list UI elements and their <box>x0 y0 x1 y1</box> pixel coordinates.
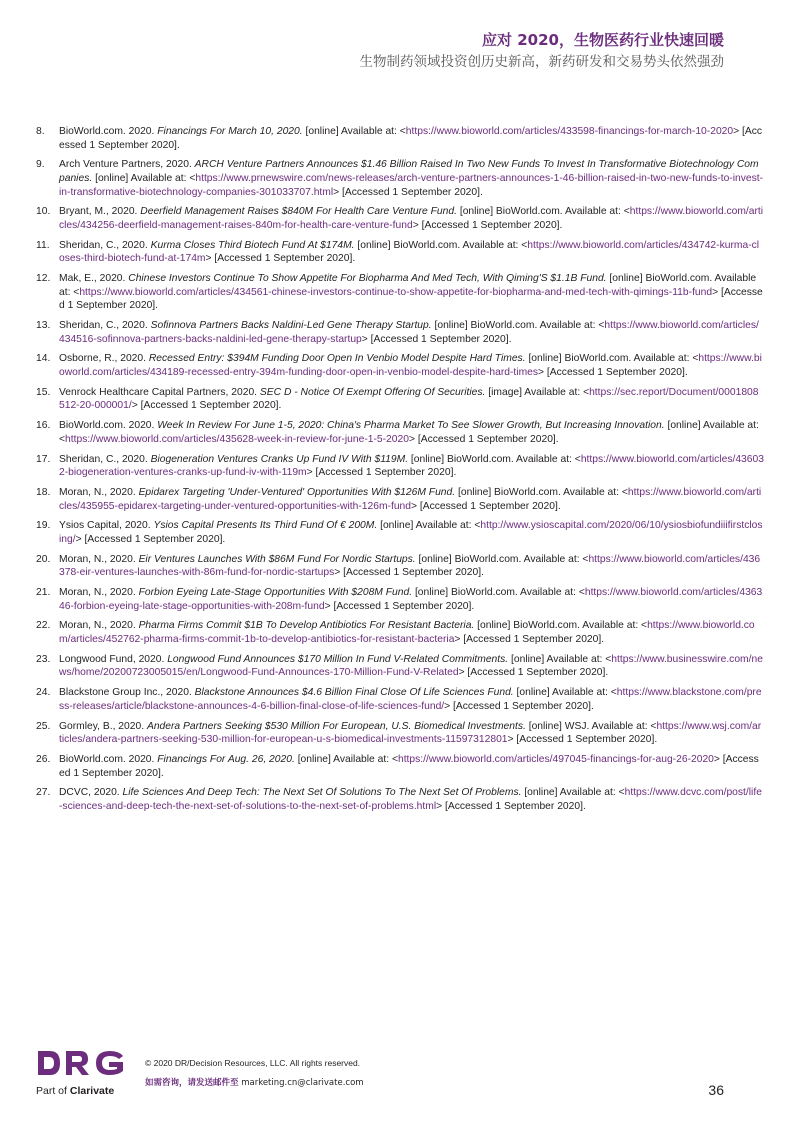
reference-item <box>36 586 764 613</box>
reference-link[interactable]: https://www.businesswire.com/news/home/20200723005015/en/Longwood-Fund-Announces-170-Million-Fund-V-Related <box>59 653 763 679</box>
reference-source: [online] Available at: < <box>377 520 481 532</box>
reference-author: Blackstone Group Inc., 2020. <box>59 687 195 699</box>
reference-number: 18. <box>36 486 51 498</box>
reference-number: 12. <box>36 273 51 285</box>
drg-logo <box>36 1048 126 1097</box>
reference-source: [online] BioWorld.com. Available at: < <box>455 486 628 498</box>
reference-author: Moran, N., 2020. <box>59 486 139 498</box>
reference-item <box>36 619 764 646</box>
reference-accessed: > [Accessed 1 September 2020]. <box>59 286 763 312</box>
reference-accessed: > [Accessed 1 September 2020]. <box>334 567 484 579</box>
reference-accessed: > [Accessed 1 September 2020]. <box>538 367 688 379</box>
reference-item <box>36 386 764 413</box>
reference-source: [online] Available at: < <box>59 420 759 445</box>
reference-link[interactable]: https://sec.report/Document/0001808512-20-000001/ <box>59 386 759 412</box>
reference-link[interactable]: https://www.bioworld.com/articles/434742-kurma-closes-third-biotech-fund-at-174m <box>59 239 760 265</box>
reference-text <box>59 158 764 199</box>
reference-item <box>36 553 764 580</box>
reference-text <box>59 553 764 580</box>
reference-number: 24. <box>36 687 51 699</box>
reference-accessed: > [Accessed 1 September 2020]. <box>436 800 586 812</box>
reference-item <box>36 519 764 546</box>
reference-source: [online] BioWorld.com. Available at: < <box>412 587 585 599</box>
reference-number: 15. <box>36 386 51 398</box>
drg-logo-icon <box>36 1048 126 1078</box>
reference-author: BioWorld.com. 2020. <box>59 126 158 137</box>
reference-link[interactable]: https://www.dcvc.com/post/life-sciences-and-deep-tech-the-next-set-of-solutions-to-the-next-set-of-problems.html <box>59 787 762 812</box>
reference-source: [online] Available at: < <box>302 126 406 137</box>
reference-number: 26. <box>36 753 51 765</box>
reference-item <box>36 125 764 152</box>
reference-author: Ysios Capital, 2020. <box>59 520 154 532</box>
reference-accessed: > [Accessed 1 September 2020]. <box>59 753 759 779</box>
logo-subtitle-prefix: Part of <box>36 1085 70 1097</box>
reference-source: [online] Available at: < <box>508 653 612 665</box>
reference-number: 9. <box>36 159 45 171</box>
reference-text <box>59 653 764 680</box>
reference-accessed: > [Accessed 1 September 2020]. <box>59 126 763 151</box>
reference-text <box>59 386 764 413</box>
reference-link[interactable]: https://www.bioworld.com/articles/435628-week-in-review-for-june-1-5-2020 <box>65 433 409 445</box>
reference-accessed: > [Accessed 1 September 2020]. <box>361 333 512 345</box>
reference-item <box>36 653 764 680</box>
reference-number: 13. <box>36 320 51 332</box>
reference-text <box>59 239 764 266</box>
reference-source: [online] BioWorld.com. Available at: < <box>431 320 605 332</box>
reference-text <box>59 519 764 546</box>
reference-link[interactable]: https://www.bioworld.com/articles/433598-financings-for-march-10-2020 <box>405 126 734 137</box>
reference-title: Financings For March 10, 2020. <box>157 126 303 137</box>
reference-link[interactable]: https://www.wsj.com/articles/andera-partners-seeking-530-million-for-european-u-s-biomedical-investments-11597312801 <box>59 720 762 746</box>
reference-accessed: > [Accessed 1 September 2020]. <box>444 700 594 712</box>
reference-author: Gormley, B., 2020. <box>59 720 147 732</box>
reference-title: Ysios Capital Presents Its Third Fund Of € 200M. <box>153 520 378 532</box>
reference-number: 19. <box>36 520 51 532</box>
reference-author: Moran, N., 2020. <box>59 553 139 565</box>
reference-author: BioWorld.com. 2020. <box>59 753 158 765</box>
reference-item <box>36 453 764 480</box>
reference-item <box>36 352 764 379</box>
reference-link[interactable]: https://www.bioworld.com/articles/436346-forbion-eyeing-late-stage-opportunities-with-208m-fund <box>59 587 763 612</box>
reference-number: 10. <box>36 206 51 218</box>
reference-item <box>36 486 764 513</box>
reference-link[interactable]: https://www.bioworld.com/articles/434561-chinese-investors-continue-to-show-appetite-for-biopharma-and-med-tech-with-qimings-11b-fund <box>79 286 713 298</box>
reference-source: [image] Available at: < <box>485 386 590 398</box>
reference-accessed: > [Accessed 1 September 2020]. <box>458 667 609 679</box>
reference-item <box>36 720 764 747</box>
reference-title: Biogeneration Ventures Cranks Up Fund IV With $119M. <box>150 453 409 465</box>
reference-link[interactable]: https://www.prnewswire.com/news-releases/arch-venture-partners-announces-1-46-billion-raised-in-two-new-funds-to-invest-in-transformative-biotechnology-companies-301033707.html <box>59 172 764 198</box>
reference-source: [online] BioWorld.com. Available at: < <box>456 206 630 218</box>
reference-source: [online] Available at: < <box>294 753 398 765</box>
contact-email[interactable]: marketing.cn@clarivate.com <box>238 1078 364 1088</box>
reference-link[interactable]: https://www.bioworld.com/articles/435955-epidarex-targeting-under-ventured-opportunities-with-126m-fund <box>59 486 762 512</box>
reference-number: 22. <box>36 620 51 632</box>
reference-item <box>36 319 764 346</box>
reference-number: 11. <box>36 239 50 251</box>
reference-accessed: > [Accessed 1 September 2020]. <box>306 467 457 479</box>
header-title: 应对 2020，生物医药行业快速回暖 <box>482 31 724 49</box>
reference-author: Osborne, R., 2020. <box>59 353 149 365</box>
logo-subtitle <box>36 1085 126 1097</box>
reference-item <box>36 239 764 266</box>
reference-accessed: > [Accessed 1 September 2020]. <box>131 400 282 412</box>
page-number: 36 <box>708 1082 724 1098</box>
reference-title: Kurma Closes Third Biotech Fund At $174M. <box>150 239 355 251</box>
reference-title: Longwood Fund Announces $170 Million In Fund V-Related Commitments. <box>167 653 509 665</box>
reference-list <box>36 125 764 820</box>
reference-title: Week In Review For June 1-5, 2020: China's Pharma Market To See Slower Growth, But Increasing Innovation. <box>157 420 665 432</box>
reference-source: [online] BioWorld.com. Available at: < <box>525 353 699 365</box>
reference-accessed: > [Accessed 1 September 2020]. <box>324 600 475 612</box>
reference-source: [online] BioWorld.com. Available at: < <box>474 620 648 632</box>
reference-source: [online] BioWorld.com. Available at: < <box>354 239 528 251</box>
reference-number: 16. <box>36 420 51 432</box>
reference-title: Andera Partners Seeking $530 Million For European, U.S. Biomedical Investments. <box>146 720 526 732</box>
reference-accessed: > [Accessed 1 September 2020]. <box>75 533 226 545</box>
reference-link[interactable]: https://www.bioworld.com/articles/434516-sofinnova-partners-backs-naldini-led-gene-therapy-startup <box>59 320 759 345</box>
reference-link[interactable]: https://www.bioworld.com/articles/497045-financings-for-aug-26-2020 <box>397 753 714 765</box>
contact-label: 如需咨询，请发送邮件至 <box>145 1078 239 1088</box>
reference-source: [online] BioWorld.com. Available at: < <box>415 553 589 565</box>
reference-title: Financings For Aug. 26, 2020. <box>157 753 295 765</box>
contact-line <box>145 1076 364 1088</box>
reference-title: Blackstone Announces $4.6 Billion Final Close Of Life Sciences Fund. <box>194 687 514 699</box>
reference-author: DCVC, 2020. <box>59 787 123 799</box>
reference-text <box>59 486 764 513</box>
reference-author: Moran, N., 2020. <box>59 620 139 632</box>
reference-text <box>59 786 764 813</box>
reference-item <box>36 753 764 780</box>
reference-number: 21. <box>36 587 51 599</box>
reference-text <box>59 319 764 346</box>
reference-title: Deerfield Management Raises $840M For Health Care Venture Fund. <box>140 206 457 218</box>
reference-item <box>36 205 764 232</box>
reference-number: 14. <box>36 353 51 365</box>
copyright-text: © 2020 DR/Decision Resources, LLC. All rights reserved. <box>145 1058 361 1068</box>
reference-link[interactable]: https://www.bioworld.com/articles/436032-biogeneration-ventures-cranks-up-fund-iv-with-119m <box>59 453 764 479</box>
reference-item <box>36 786 764 813</box>
reference-accessed: > [Accessed 1 September 2020]. <box>333 186 483 198</box>
reference-title: SEC D - Notice Of Exempt Offering Of Securities. <box>259 386 486 398</box>
reference-source: [online] Available at: < <box>92 172 196 184</box>
reference-item <box>36 419 764 446</box>
reference-accessed: > [Accessed 1 September 2020]. <box>412 219 563 231</box>
reference-source: [online] Available at: < <box>513 687 617 699</box>
reference-number: 20. <box>36 553 51 565</box>
reference-text <box>59 753 764 780</box>
reference-author: Venrock Healthcare Capital Partners, 2020. <box>59 386 260 398</box>
reference-source: [online] WSJ. Available at: < <box>525 720 657 732</box>
reference-author: Arch Venture Partners, 2020. <box>59 159 195 171</box>
reference-item <box>36 686 764 713</box>
reference-accessed: > [Accessed 1 September 2020]. <box>205 253 356 265</box>
header-subtitle: 生物制药领域投资创历史新高，新药研发和交易势头依然强劲 <box>359 54 724 70</box>
reference-author: Sheridan, C., 2020. <box>59 453 151 465</box>
reference-text <box>59 205 764 232</box>
reference-text <box>59 586 764 613</box>
page-header <box>360 30 725 72</box>
reference-number: 17. <box>36 453 51 465</box>
reference-title: Recessed Entry: $394M Funding Door Open In Venbio Model Despite Hard Times. <box>148 353 526 365</box>
reference-accessed: > [Accessed 1 September 2020]. <box>408 433 559 445</box>
reference-text <box>59 352 764 379</box>
reference-title: Life Sciences And Deep Tech: The Next Set Of Solutions To The Next Set Of Problems. <box>122 787 522 799</box>
reference-text <box>59 419 764 446</box>
reference-title: Eir Ventures Launches With $86M Fund For Nordic Startups. <box>138 553 416 565</box>
reference-source: [online] BioWorld.com. Available at: < <box>59 273 757 298</box>
reference-link[interactable]: https://www.bioworld.com/articles/434256-deerfield-management-raises-840m-for-health-care-venture-fund <box>59 206 764 231</box>
reference-number: 8. <box>36 126 45 137</box>
reference-accessed: > [Accessed 1 September 2020]. <box>454 634 605 646</box>
reference-title: Sofinnova Partners Backs Naldini-Led Gene Therapy Startup. <box>150 320 432 332</box>
reference-title: Chinese Investors Continue To Show Appetite For Biopharma And Med Tech, With Qiming'S $1.1B Fund. <box>128 273 607 285</box>
reference-text <box>59 619 764 646</box>
reference-title: Pharma Firms Commit $1B To Develop Antibiotics For Resistant Bacteria. <box>138 620 475 632</box>
reference-title: Epidarex Targeting 'Under-Ventured' Opportunities With $126M Fund. <box>138 486 456 498</box>
reference-title: ARCH Venture Partners Announces $1.46 Billion Raised In Two New Funds To Invest In Transformative Biotechnology Companies. <box>59 159 759 184</box>
reference-author: BioWorld.com. 2020. <box>59 420 158 432</box>
reference-link[interactable]: https://www.bioworld.com/articles/434189-recessed-entry-394m-funding-door-open-in-venbio-model-despite-hard-times <box>59 353 762 379</box>
reference-source: [online] BioWorld.com. Available at: < <box>408 453 581 465</box>
reference-item <box>36 272 764 313</box>
reference-author: Longwood Fund, 2020. <box>59 653 168 665</box>
reference-link[interactable]: https://www.blackstone.com/press-releases/article/blackstone-announces-4-6-billion-final-close-of-life-sciences-fund/ <box>59 687 762 712</box>
reference-author: Bryant, M., 2020. <box>59 206 141 218</box>
reference-text <box>59 453 764 480</box>
reference-link[interactable]: https://www.bioworld.com/articles/436378-eir-ventures-launches-with-86m-fund-for-nordic-startups <box>59 553 761 579</box>
reference-text <box>59 686 764 713</box>
reference-text <box>59 125 764 152</box>
reference-number: 23. <box>36 653 51 665</box>
logo-subtitle-brand: Clarivate <box>69 1085 115 1097</box>
reference-number: 25. <box>36 720 51 732</box>
reference-accessed: > [Accessed 1 September 2020]. <box>507 734 658 746</box>
reference-accessed: > [Accessed 1 September 2020]. <box>411 500 561 512</box>
reference-author: Mak, E., 2020. <box>59 273 129 285</box>
reference-author: Sheridan, C., 2020. <box>59 320 151 332</box>
reference-source: [online] Available at: < <box>521 787 625 799</box>
reference-item <box>36 158 764 199</box>
reference-number: 27. <box>36 787 51 799</box>
reference-text <box>59 720 764 747</box>
reference-text <box>59 272 764 313</box>
reference-title: Forbion Eyeing Late-Stage Opportunities With $208M Fund. <box>138 587 413 599</box>
reference-author: Moran, N., 2020. <box>59 587 139 599</box>
reference-author: Sheridan, C., 2020. <box>59 239 151 251</box>
reference-link[interactable]: http://www.ysioscapital.com/2020/06/10/ysiosbiofundiiifirstclosing/ <box>59 520 763 545</box>
reference-link[interactable]: https://www.bioworld.com/articles/452762-pharma-firms-commit-1b-to-develop-antibiotics-for-resistant-bacteria <box>59 620 755 646</box>
